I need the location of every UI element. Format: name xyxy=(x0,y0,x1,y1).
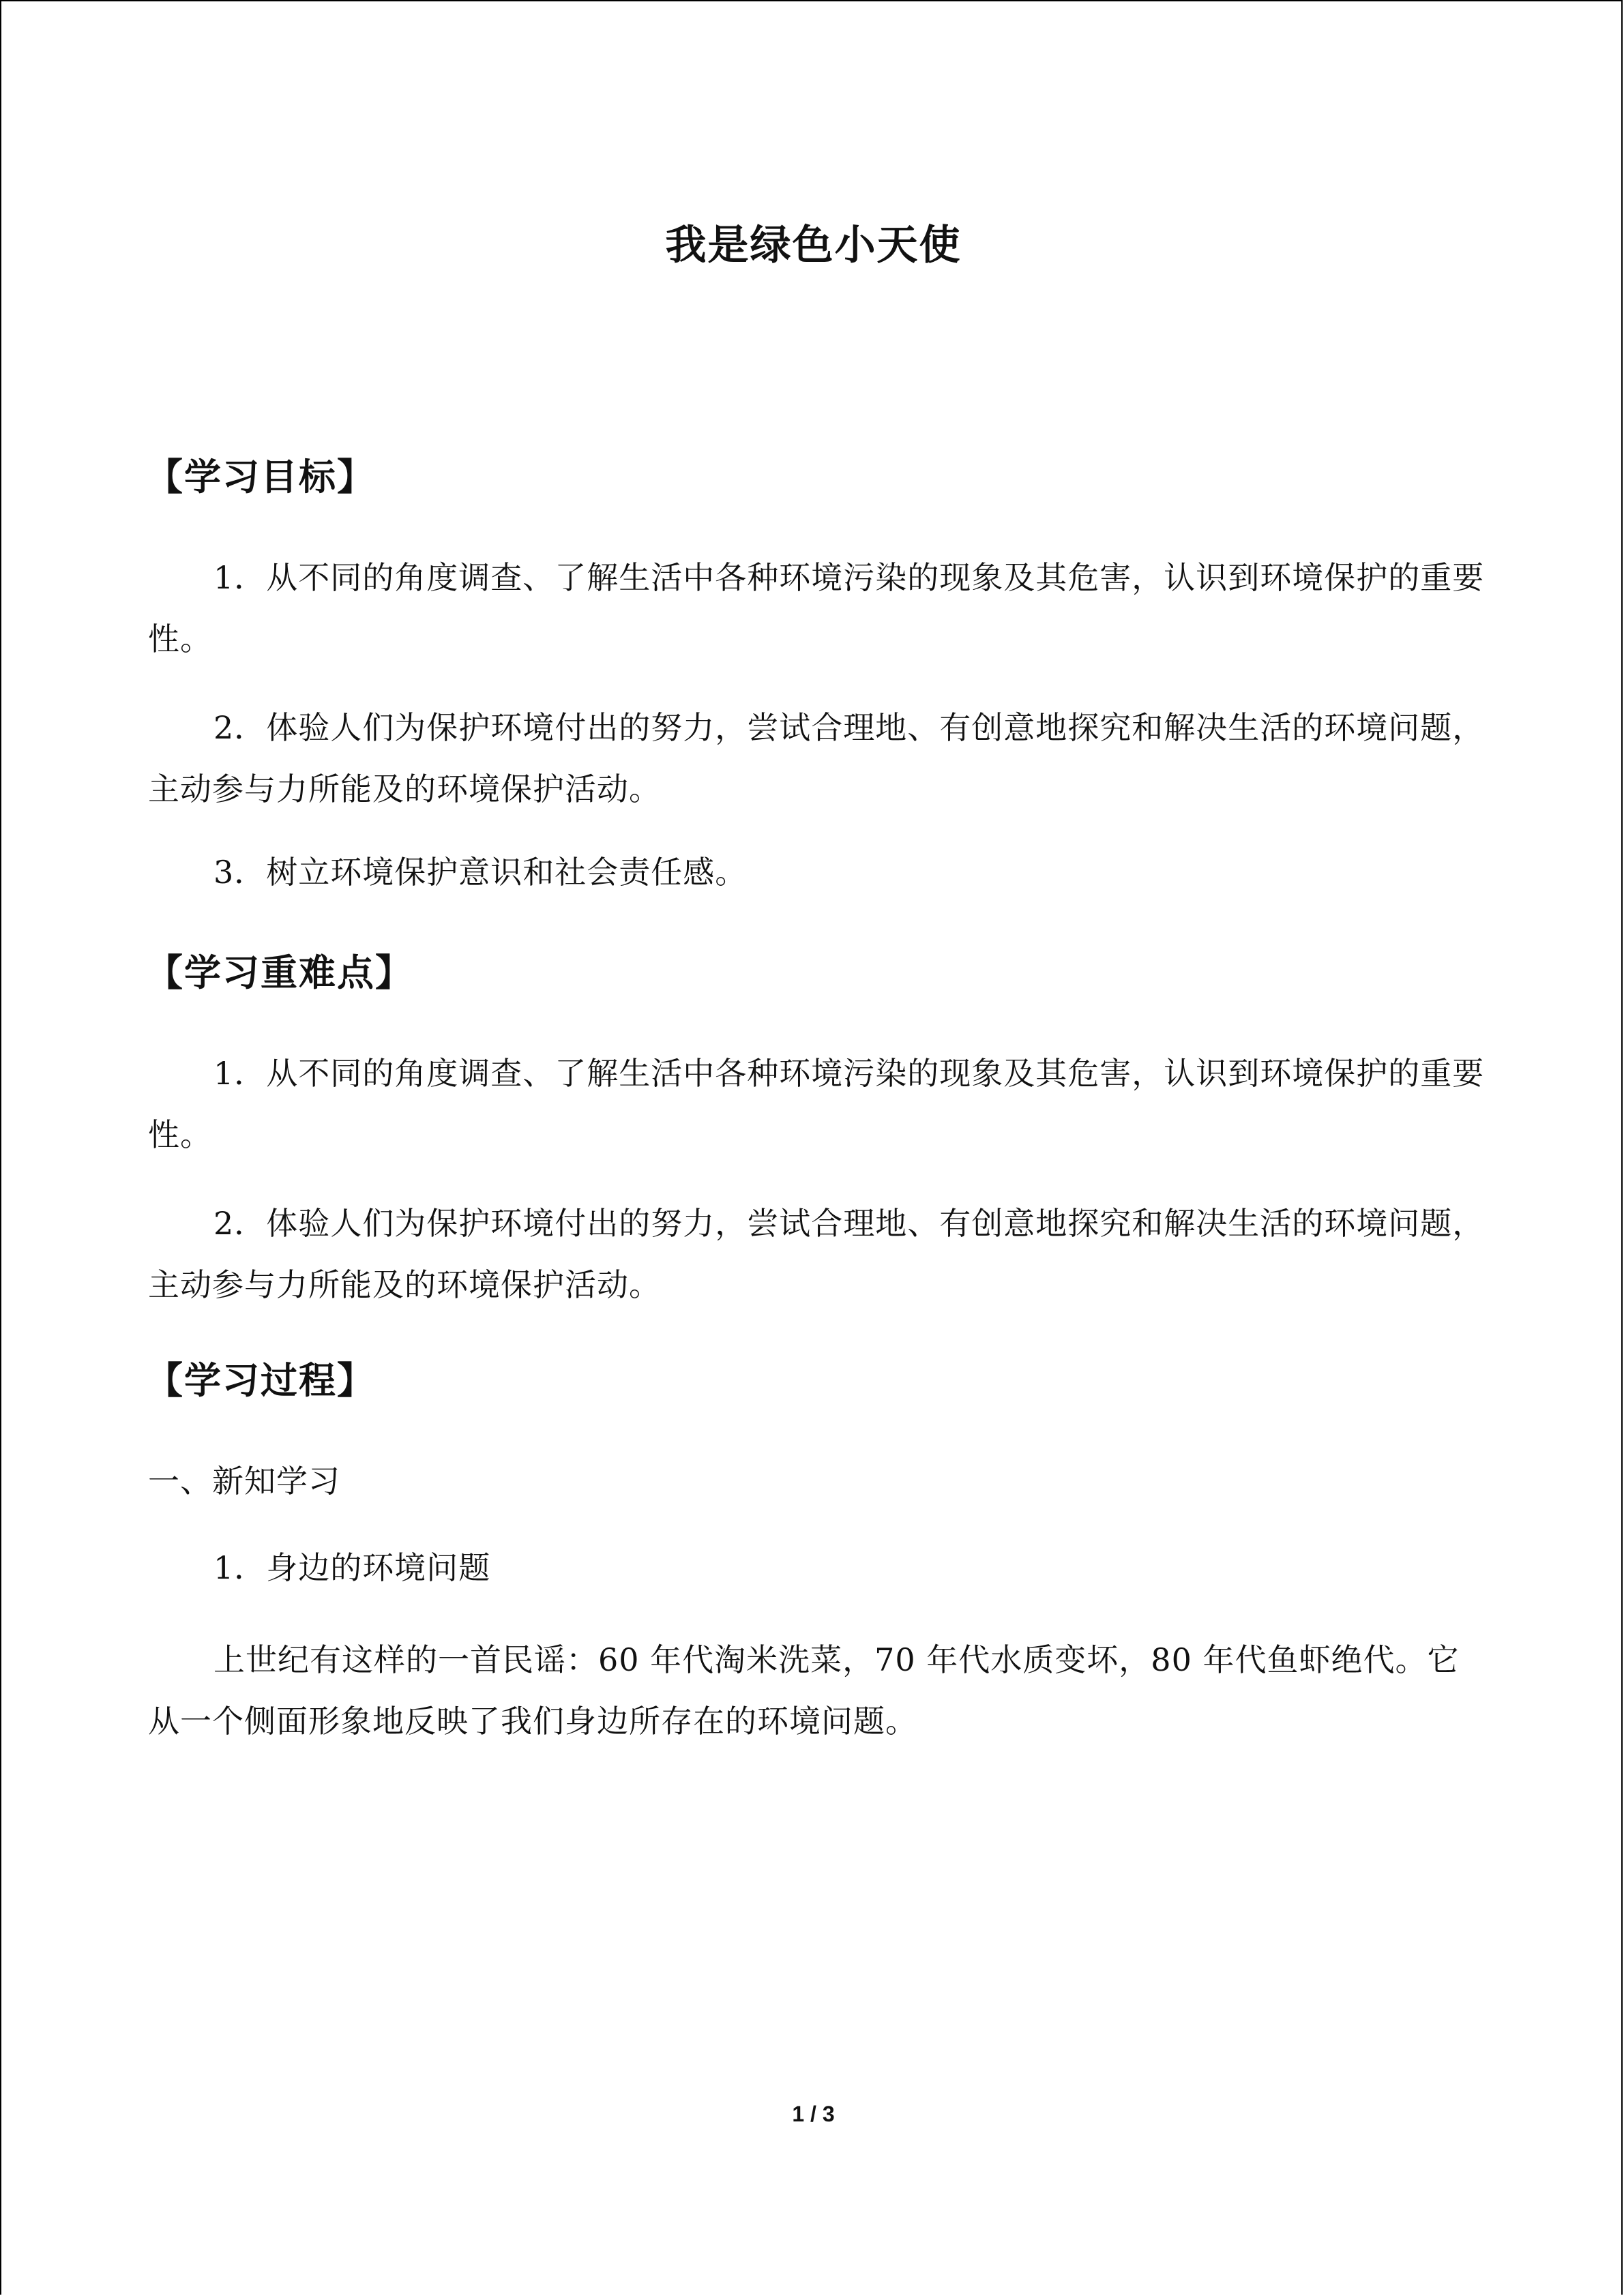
process-paragraph: 上世纪有这样的一首民谣：60 年代淘米洗菜，70 年代水质变坏，80 年代鱼虾绝代。它从一个侧面形象地反映了我们身边所存在的环境问题。 xyxy=(148,1641,1460,1740)
goals-item-2: 2．体验人们为保护环境付出的努力，尝试合理地、有创意地探究和解决生活的环境问题，主动参与力所能及的环境保护活动。 xyxy=(148,709,1485,807)
goals-item-1: 1．从不同的角度调查、了解生活中各种环境污染的现象及其危害，认识到环境保护的重要性。 xyxy=(148,559,1485,657)
process-topic: 1．身边的环境问题 xyxy=(213,1549,491,1586)
key-points-heading: 【学习重难点】 xyxy=(146,951,413,994)
key-points-item-1: 1．从不同的角度调查、了解生活中各种环境污染的现象及其危害，认识到环境保护的重要性。 xyxy=(148,1055,1485,1153)
process-subheading: 一、新知学习 xyxy=(148,1463,340,1500)
goals-heading: 【学习目标】 xyxy=(146,455,375,498)
key-points-item-2: 2．体验人们为保护环境付出的努力，尝试合理地、有创意地探究和解决生活的环境问题，主动参与力所能及的环境保护活动。 xyxy=(148,1205,1485,1303)
page-number: 1 / 3 xyxy=(792,2102,835,2126)
document-title: 我是绿色小天使 xyxy=(665,222,962,269)
goals-item-3: 3．树立环境保护意识和社会责任感。 xyxy=(213,854,748,891)
process-heading: 【学习过程】 xyxy=(146,1358,375,1402)
